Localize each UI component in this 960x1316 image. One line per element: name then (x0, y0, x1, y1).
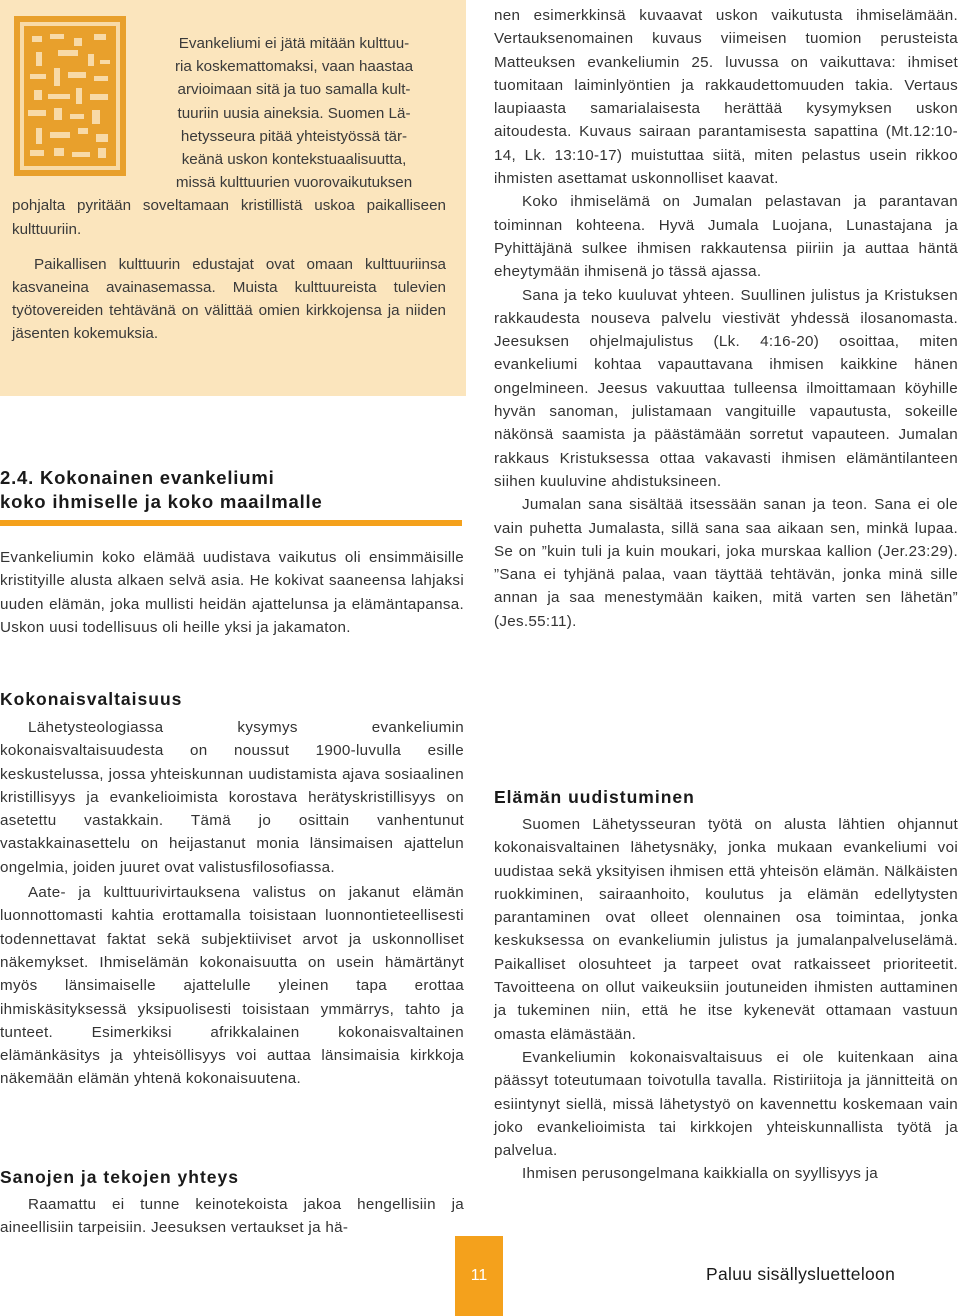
paragraph: Raamattu ei tunne keinotekoista jakoa hengellisiin ja aineellisiin tarpeisiin. Jeesuksen vertaukset ja hä- (0, 1196, 464, 1237)
callout-line: missä kulttuurien vuorovaikutuksen (175, 174, 413, 192)
page-number: 11 (455, 1236, 503, 1316)
subheading-kokonaisvaltaisuus: Kokonaisvaltaisuus (0, 689, 183, 709)
subheading-sanojen-ja-tekojen: Sanojen ja tekojen yhteys (0, 1167, 239, 1187)
paragraph: Evankeliumin kokonaisvaltaisuus ei ole kuitenkaan aina päässyt toteutumaan toivotulla tavalla. Ristiriitoja ja jännitteitä on esiintynyt siellä, missä lähetystyö on kavennettu koskemaan vain joko evankelioimista tai kirkkojen yhteiskunnallista työtä ja palvelua. (494, 1048, 958, 1160)
section-heading-line-1: 2.4. Kokonainen evankeliumi (0, 467, 275, 488)
lead-paragraph: Evankeliumin koko elämää uudistava vaikutus oli ensimmäisille kristityille alusta alkaen selvä asia. He kokivat saaneensa lahjaksi uuden elämän, joka mullisti heidän ajattelunsa ja elämäntapansa. Uskon uusi todellisuus oli heille yksi ja jakamaton. (0, 549, 464, 636)
callout-line: tuuriin uusia aineksia. Suomen Lä- (177, 104, 411, 122)
callout-line: keänä uskon kontekstuaalisuutta, (181, 151, 407, 169)
section-kokonaisvaltaisuus (0, 716, 464, 1091)
callout-line: Evankeliumi ei jätä mitään kulttuu- (178, 35, 410, 52)
section-heading-line-2: koko ihmiselle ja koko maailmalle (0, 491, 323, 512)
section-elaman-uudistuminen (494, 813, 958, 1186)
callout-paragraph-2: Paikallisen kulttuurin edustajat ovat omaan kulttuuriinsa kasvaneina avainasemassa. Muista kulttuureista tulevien työtovereiden tehtävänä on välittää omien kirkkojensa ja niiden jäsenten kokemuksia. (12, 255, 446, 343)
section-sanojen-left (0, 1193, 464, 1240)
section-heading (0, 466, 472, 514)
paragraph: Jumalan sana sisältää itsessään sanan ja teon. Sana ei ole vain puhetta Jumalasta, sillä sana saa aikaan sen, minkä lupaa. Se on ”kuin tuli ja kuin moukari, joka murskaa kallion (Jer.23:29). ”Sana ei tyhjänä palaa, vaan täyttää tehtävän, jonka minä sille annan ja saa menestymään kaiken, mitä varten sen lähetän” (Jes.55:11). (494, 496, 958, 630)
callout-box (0, 0, 466, 396)
paragraph: Koko ihmiselämä on Jumalan pelastavan ja parantavan toiminnan kohteena. Hyvä Jumala Luojana, Lunastajana ja Pyhittäjänä sulkee ihmisen rakkautensa piiriin ja auttaa häntä eheytymään ihmisenä jo tässä ajassa. (494, 193, 958, 281)
toc-link[interactable]: Paluu sisällysluetteloon (706, 1264, 896, 1284)
paragraph: Sana ja teko kuuluvat yhteen. Suullinen julistus ja Kristuksen rakkaudesta nouseva palvelu viestivät yhdessä ilosanomasta. Jeesuksen ohjelmajulistus (Lk. 4:16-20) osoittaa, miten evankeliumi kohtaa vapauttavana ihmisen kaikkine hänen ongelmineen. Jeesus vakuuttaa tulleensa ilmoittamaan köyhille hyvän sanoman, julistamaan vangituille vapautusta, sokeille näkönsä saamista ja päästämään sorretut vapauteen. Jumalan rakkaus Kristuksessa ottaa vakavasti ihmisen elämäntilanteen siihen kuuluvine ahdistuksineen. (494, 286, 958, 490)
paragraph: nen esimerkkinsä kuvaavat uskon vaikutusta ihmiselämään. Vertauksenomainen kuvaus viimeisen tuomion perusteista Matteuksen evankeliumin 25. luvussa on vaikuttava: ihmiset tuomitaan laiminlyöntien ja rakkaudettomuuden takia. Vertaus laupiaasta samarialaisesta herättää kysymyksen uskon aitoudesta. Kuvaus sairaan parantamisesta sapattina (Mt.12:10-14, Lk. 13:10-17) muistuttaa siitä, miten pelastus usein rikkoo ihmisten asettamat uskonnolliset kaavat. (494, 7, 958, 188)
callout-line: arvioimaan sitä ja tuo samalla kult- (177, 81, 411, 99)
paragraph: Aate- ja kulttuurivirtauksena valistus on jakanut elämän luonnottomasti kahtia erottamalla toisistaan luonnontieteellisesti todennettavat faktat sekä subjektiiviset arvot ja uskonnolliset näkemykset. Ihmiselämän kokonaisuutta on usein hämärtänyt myös länsimaiselle ajattelulle yleinen tapa erottaa ihmiskäsityksessä yksipuolisesti toisistaan ymmärrys, tahto ja tunteet. Esimerkiksi afrikkalainen kokonaisvaltainen elämänkäsitys ja yhteisöllisyys voi auttaa länsimaisia kirkkoja näkemään elämän yhtenä kokonaisuutena. (0, 884, 464, 1088)
callout-line: hetysseura pitää yhteistyössä tär- (180, 127, 408, 145)
paragraph: Suomen Lähetysseuran työtä on alusta lähtien ohjannut kokonaisvaltainen lähetysnäky, jonka mukaan evankeliumi voi uudistaa sekä yksityisen ihmisen että yhteisön elämän. Nälkäisten ruokkiminen, sairaanhoito, koulutus ja elämän edellytysten parantaminen ovat olleet olennainen osa toimintaa, jonka keskuksessa on evankeliumin julistus ja jumalanpalveluselämä. Paikalliset olosuhteet ja tarpeet ovat ratkaisseet prioriteetit. Tavoitteena on ollut vaikeuksiin joutuneiden ihmisten auttaminen ja tukeminen niin, että he itse kykenevät ottamaan vastuun omasta elämästään. (494, 816, 958, 1043)
callout-paragraph-1-rest: pohjalta pyritään soveltamaan kristillistä uskoa paikalliseen kulttuuriin. (12, 197, 446, 238)
heading-underline (0, 520, 462, 526)
subheading-elaman-uudistuminen: Elämän uudistuminen (494, 787, 695, 807)
callout-line: ria koskemattomaksi, vaan haastaa (174, 58, 414, 76)
paragraph: Ihmisen perusongelmana kaikkialla on syyllisyys ja (522, 1165, 879, 1183)
paragraph: Lähetysteologiassa kysymys evankeliumin kokonaisvaltaisuudesta on noussut 1900-luvulla esille keskustelussa, jossa yhteiskunnan uudistamista ajava sosiaalinen kristillisyys ja evankelioimista korostava herätyskristillisyys on asetettu vastakkain. Tämä jo osittain vanhentunut vastakkainasettelu on heijastanut monia länsimaisen ajattelun ongelmia, joiden juuret ovat valistusfilosofiassa. (0, 719, 464, 876)
section-sanojen-right (494, 4, 958, 633)
callout-text (0, 32, 466, 346)
